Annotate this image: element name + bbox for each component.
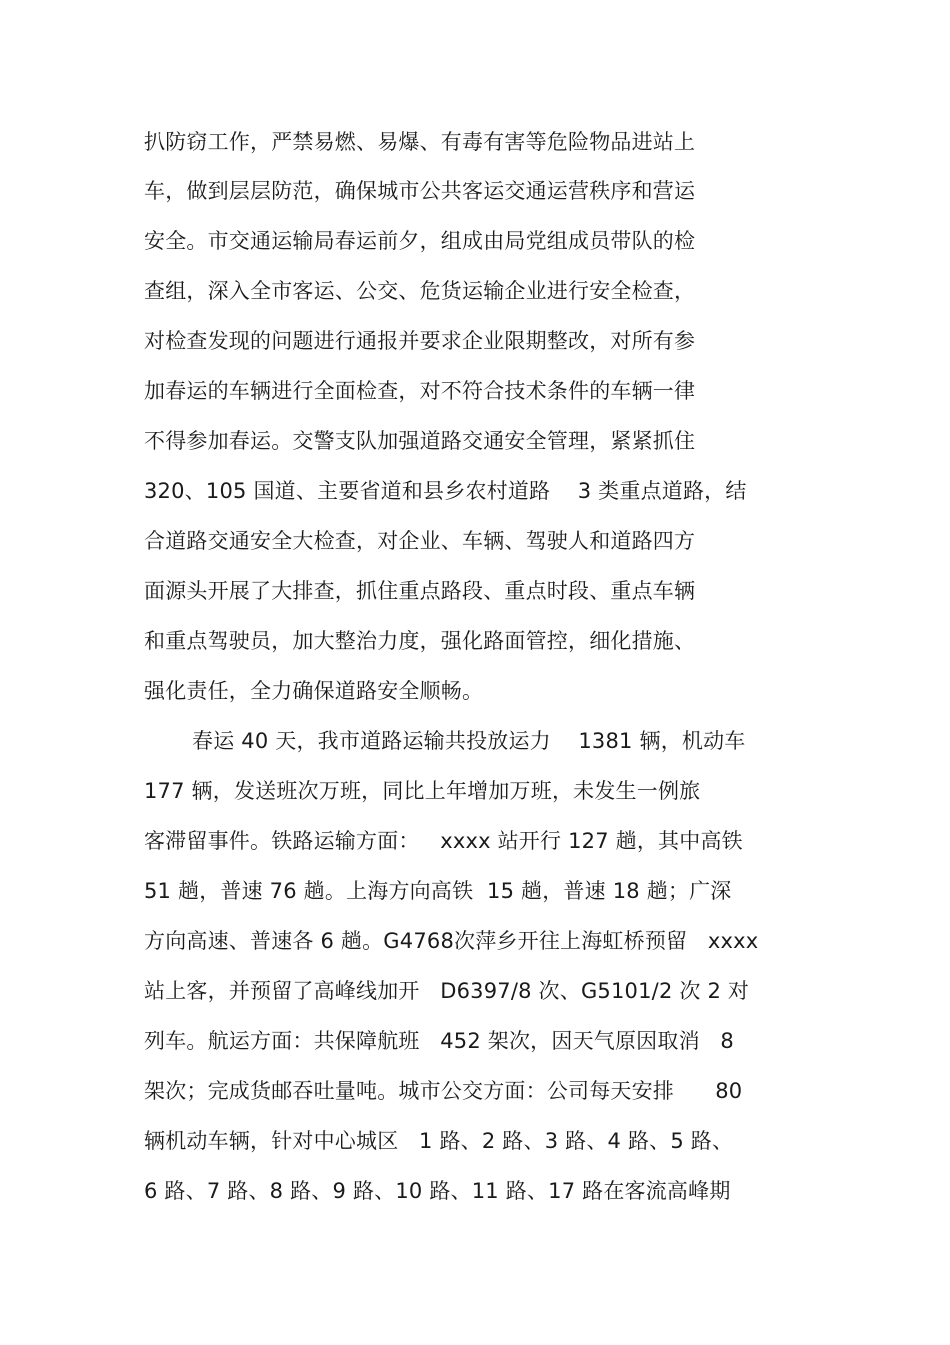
text-line: 6 路、7 路、8 路、9 路、10 路、11 路、17 路在客流高峰期 <box>144 1179 731 1203</box>
text-line: 320、105 国道、主要省道和县乡农村道路 3 类重点道路，结 <box>144 479 747 503</box>
text-line: 强化责任，全力确保道路安全顺畅。 <box>144 679 484 703</box>
text-line: 加春运的车辆进行全面检查，对不符合技术条件的车辆一律 <box>144 379 696 403</box>
text-line: 列车。航运方面：共保障航班 452 架次，因天气原因取消 8 <box>144 1029 734 1053</box>
text-line: 177 辆，发送班次万班，同比上年增加万班，未发生一例旅 <box>144 779 701 803</box>
text-line: 架次；完成货邮吞吐量吨。城市公交方面：公司每天安排 80 <box>144 1079 743 1103</box>
text-line: 面源头开展了大排查，抓住重点路段、重点时段、重点车辆 <box>144 579 696 603</box>
text-line: 车，做到层层防范，确保城市公共客运交通运营秩序和营运 <box>144 179 696 203</box>
text-line: 不得参加春运。交警支队加强道路交通安全管理，紧紧抓住 <box>144 429 696 453</box>
text-line: 客滞留事件。铁路运输方面： xxxx 站开行 127 趟，其中高铁 <box>144 829 743 853</box>
text-line: 站上客，并预留了高峰线加开 D6397/8 次、G5101/2 次 2 对 <box>144 979 750 1003</box>
text-line: 51 趟，普速 76 趟。上海方向高铁 15 趟，普速 18 趟；广深 <box>144 879 732 903</box>
text-line: 和重点驾驶员，加大整治力度，强化路面管控，细化措施、 <box>144 629 696 653</box>
text-line: 方向高速、普速各 6 趟。G4768次萍乡开往上海虹桥预留 xxxx <box>144 929 759 953</box>
text-line: 安全。市交通运输局春运前夕，组成由局党组成员带队的检 <box>144 229 696 253</box>
text-line: 辆机动车辆，针对中心城区 1 路、2 路、3 路、4 路、5 路、 <box>144 1129 734 1153</box>
text-line: 扒防窃工作，严禁易燃、易爆、有毒有害等危险物品进站上 <box>144 130 696 154</box>
text-line: 对检查发现的问题进行通报并要求企业限期整改，对所有参 <box>144 329 696 353</box>
text-line: 查组，深入全市客运、公交、危货运输企业进行安全检查， <box>144 279 696 303</box>
paragraph-first-line: 春运 40 天，我市道路运输共投放运力 1381 辆，机动车 <box>192 729 746 753</box>
text-line: 合道路交通安全大检查，对企业、车辆、驾驶人和道路四方 <box>144 529 696 553</box>
